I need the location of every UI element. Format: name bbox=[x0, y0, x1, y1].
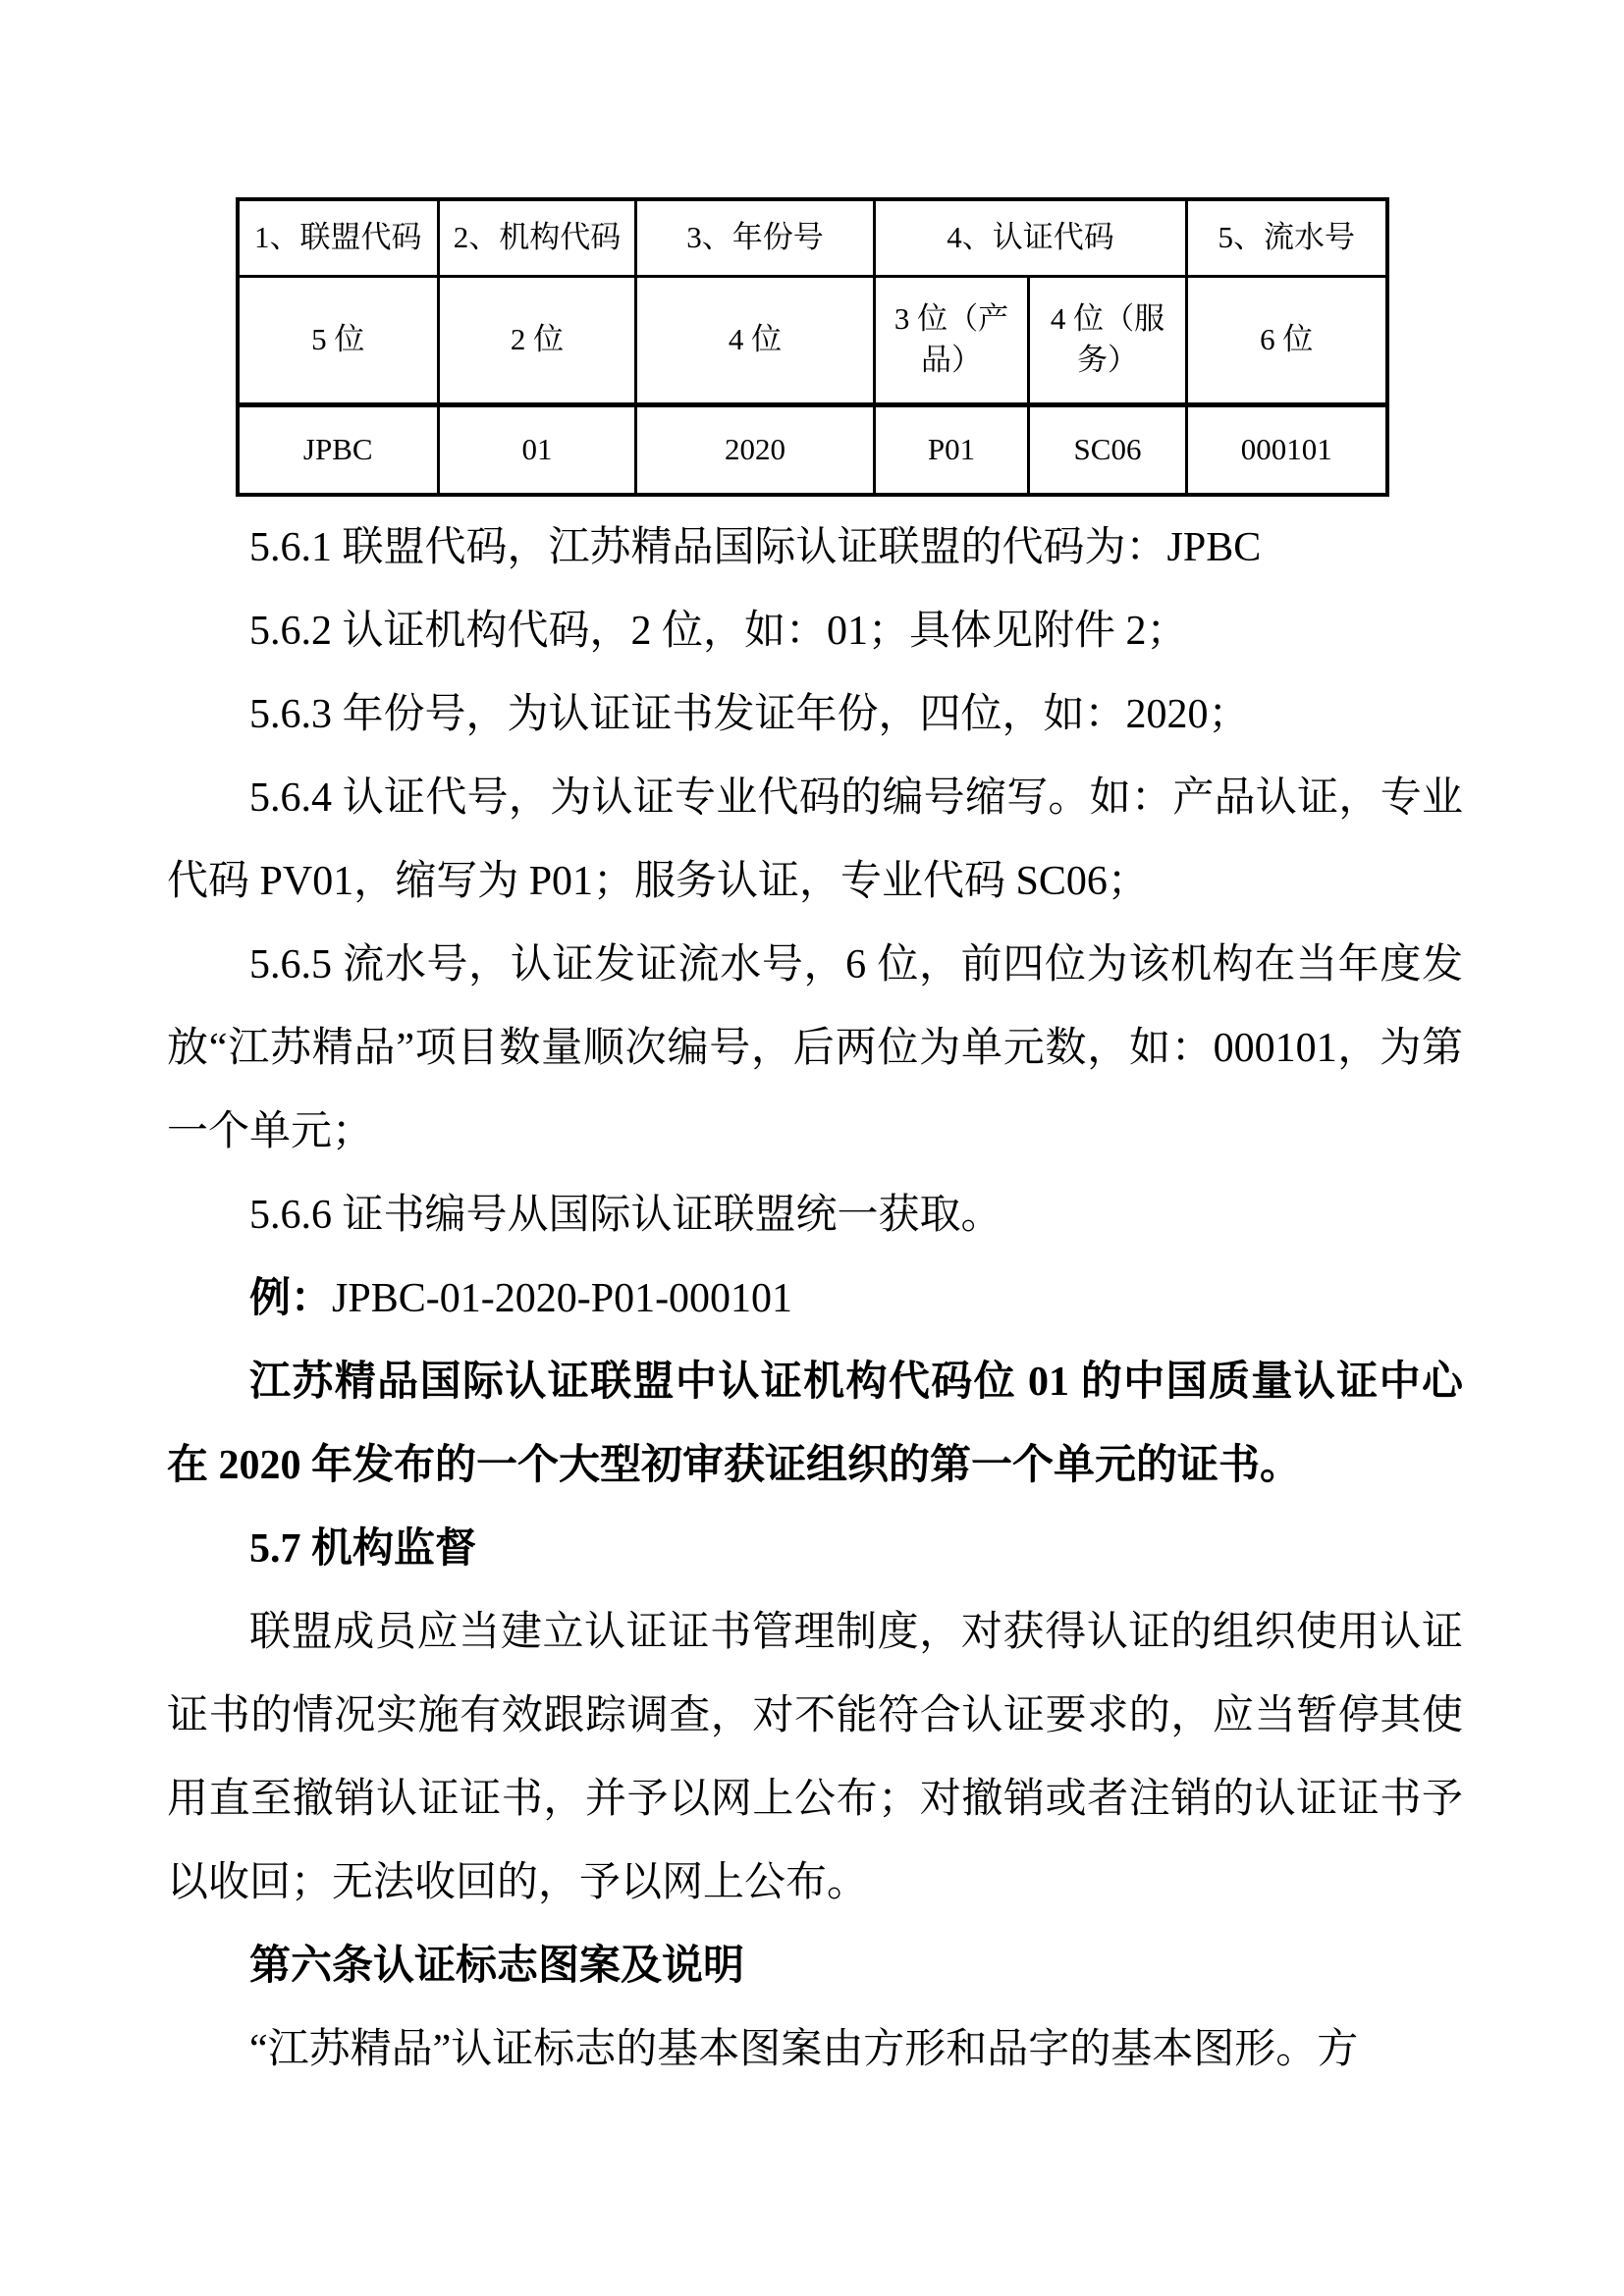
para-5-6-6: 5.6.6 证书编号从国际认证联盟统一获取。 bbox=[249, 1193, 1002, 1238]
para-example bbox=[167, 1257, 1463, 1341]
para-5-6-2: 5.6.2 认证机构代码，2 位，如：01；具体见附件 2； bbox=[249, 609, 1188, 654]
digits-cell-alliance: 5 位 bbox=[238, 276, 439, 404]
example-value: JPBC-01-2020-P01-000101 bbox=[332, 1276, 793, 1321]
heading-article-6: 第六条认证标志图案及说明 bbox=[249, 1944, 745, 1989]
value-cell-serial: 000101 bbox=[1187, 404, 1387, 495]
value-cell-org: 01 bbox=[439, 404, 636, 495]
example-label: 例： bbox=[249, 1276, 333, 1321]
para-example-note: 江苏精品国际认证联盟中认证机构代码位 01 的中国质量认证中心在 2020 年发布的一个大型初审获证组织的第一个单元的证书。 bbox=[167, 1360, 1463, 1488]
table-digits-row bbox=[238, 276, 1387, 404]
para-5-6-4: 5.6.4 认证代号，为认证专业代码的编号缩写。如：产品认证，专业代码 PV01，缩写为 P01；服务认证，专业代码 SC06； bbox=[167, 775, 1463, 904]
para-article-6-body: “江苏精品”认证标志的基本图案由方形和品字的基本图形。方 bbox=[249, 2027, 1359, 2072]
value-cell-product: P01 bbox=[875, 404, 1029, 495]
para-5-6-3: 5.6.3 年份号，为认证证书发证年份，四位，如：2020； bbox=[249, 692, 1250, 737]
digits-cell-year: 4 位 bbox=[636, 276, 875, 404]
digits-cell-org: 2 位 bbox=[439, 276, 636, 404]
para-5-6-1: 5.6.1 联盟代码，江苏精品国际认证联盟的代码为：JPBC bbox=[249, 525, 1262, 570]
para-5-6-5: 5.6.5 流水号，认证发证流水号，6 位，前四位为该机构在当年度发放“江苏精品”项目数量顺次编号，后两位为单元数，如：000101，为第一个单元； bbox=[167, 942, 1463, 1154]
certificate-code-table bbox=[236, 197, 1389, 497]
value-cell-service: SC06 bbox=[1029, 404, 1187, 495]
digits-cell-service: 4 位（服务） bbox=[1029, 276, 1187, 404]
header-cell-cert-code: 4、认证代码 bbox=[875, 199, 1187, 276]
header-cell-year-number: 3、年份号 bbox=[636, 199, 875, 276]
digits-cell-serial: 6 位 bbox=[1187, 276, 1387, 404]
header-cell-org-code: 2、机构代码 bbox=[439, 199, 636, 276]
table-values-row bbox=[238, 404, 1387, 495]
table-header-row bbox=[238, 199, 1387, 276]
digits-cell-product: 3 位（产品） bbox=[875, 276, 1029, 404]
header-cell-serial-number: 5、流水号 bbox=[1187, 199, 1387, 276]
para-5-7-body: 联盟成员应当建立认证证书管理制度，对获得认证的组织使用认证证书的情况实施有效跟踪调查，对不能符合认证要求的，应当暂停其使用直至撤销认证证书，并予以网上公布；对撤销或者注销的认证证书予以收回；无法收回的，予以网上公布。 bbox=[167, 1610, 1463, 1905]
body-text bbox=[167, 507, 1463, 2092]
header-cell-alliance-code: 1、联盟代码 bbox=[238, 199, 439, 276]
value-cell-year: 2020 bbox=[636, 404, 875, 495]
value-cell-alliance: JPBC bbox=[238, 404, 439, 495]
heading-5-7: 5.7 机构监督 bbox=[249, 1526, 477, 1572]
